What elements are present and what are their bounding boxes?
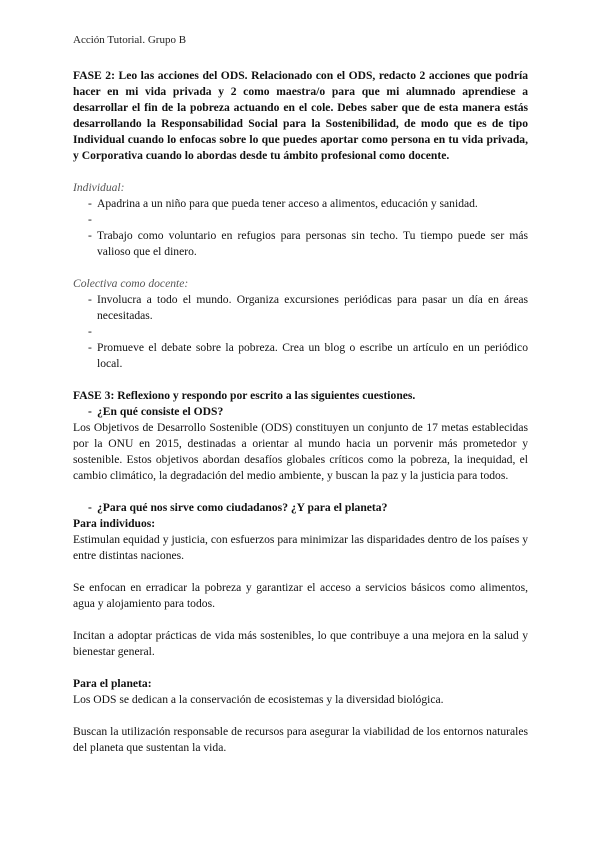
list-item: - Apadrina a un niño para que pueda tener acceso a alimentos, educación y sanidad. <box>73 196 528 212</box>
document-body <box>73 68 528 756</box>
fase3-title: FASE 3: Reflexiono y respondo por escrito a las siguientes cuestiones. <box>73 389 416 402</box>
question-2-text: - ¿Para qué nos sirve como ciudadanos? ¿Y para el planeta? <box>73 500 528 516</box>
individuos-paragraph: Se enfocan en erradicar la pobreza y garantizar el acceso a servicios básicos como alimentos, agua y alojamiento para todos. <box>73 581 528 610</box>
individuos-paragraph: Incitan a adoptar prácticas de vida más sostenibles, lo que contribuye a una mejora en la salud y bienestar general. <box>73 629 528 658</box>
list-item: - Promueve el debate sobre la pobreza. Crea un blog o escribe un artículo en un periódico local. <box>73 340 528 372</box>
list-item: - Involucra a todo el mundo. Organiza excursiones periódicas para pasar un día en áreas necesitadas. <box>73 292 528 324</box>
individuos-paragraph: Estimulan equidad y justicia, con esfuerzos para minimizar las disparidades dentro de los países y entre distintas naciones. <box>73 533 528 562</box>
planeta-paragraph: Buscan la utilización responsable de recursos para asegurar la viabilidad de los entornos naturales del planeta que sustentan la vida. <box>73 725 528 754</box>
question-2 <box>73 500 528 516</box>
question-1 <box>73 404 528 420</box>
colectiva-list <box>73 292 528 372</box>
question-1-text: - ¿En qué consiste el ODS? <box>73 404 528 420</box>
answer-1: Los Objetivos de Desarrollo Sostenible (ODS) constituyen un conjunto de 17 metas establecidas por la ONU en 2015, destinadas a orientar al mundo hacia un porvenir más prometedor y sostenible. Estos objetivos abordan desafíos globales críticos como la pobreza, la inequidad, el cambio climático, la degradación del medio ambiente, y buscan la paz y la justicia para todos. <box>73 421 528 482</box>
individual-list <box>73 196 528 260</box>
planeta-label: Para el planeta: <box>73 677 152 690</box>
fase2-intro: FASE 2: Leo las acciones del ODS. Relacionado con el ODS, redacto 2 acciones que podría hacer en mi vida privada y 2 como maestra/o para que mi alumnado aprendiese a desarrollar el fin de la pobreza actuando en el cole. Debes saber que de esta manera estás desarrollando la Responsabilidad Social para la Sostenibilidad, de modo que es de tipo Individual cuando lo enfocas sobre lo que puedes aportar como persona en tu vida privada, y Corporativa cuando lo abordas desde tu ámbito profesional como docente. <box>73 69 528 162</box>
planeta-paragraph: Los ODS se dedican a la conservación de ecosistemas y la diversidad biológica. <box>73 693 444 706</box>
individual-label: Individual: <box>73 181 125 194</box>
page-header: Acción Tutorial. Grupo B <box>73 34 187 46</box>
list-item: - Trabajo como voluntario en refugios para personas sin techo. Tu tiempo puede ser más valioso que el dinero. <box>73 228 528 260</box>
individuos-label: Para individuos: <box>73 517 156 530</box>
colectiva-label: Colectiva como docente: <box>73 277 189 290</box>
